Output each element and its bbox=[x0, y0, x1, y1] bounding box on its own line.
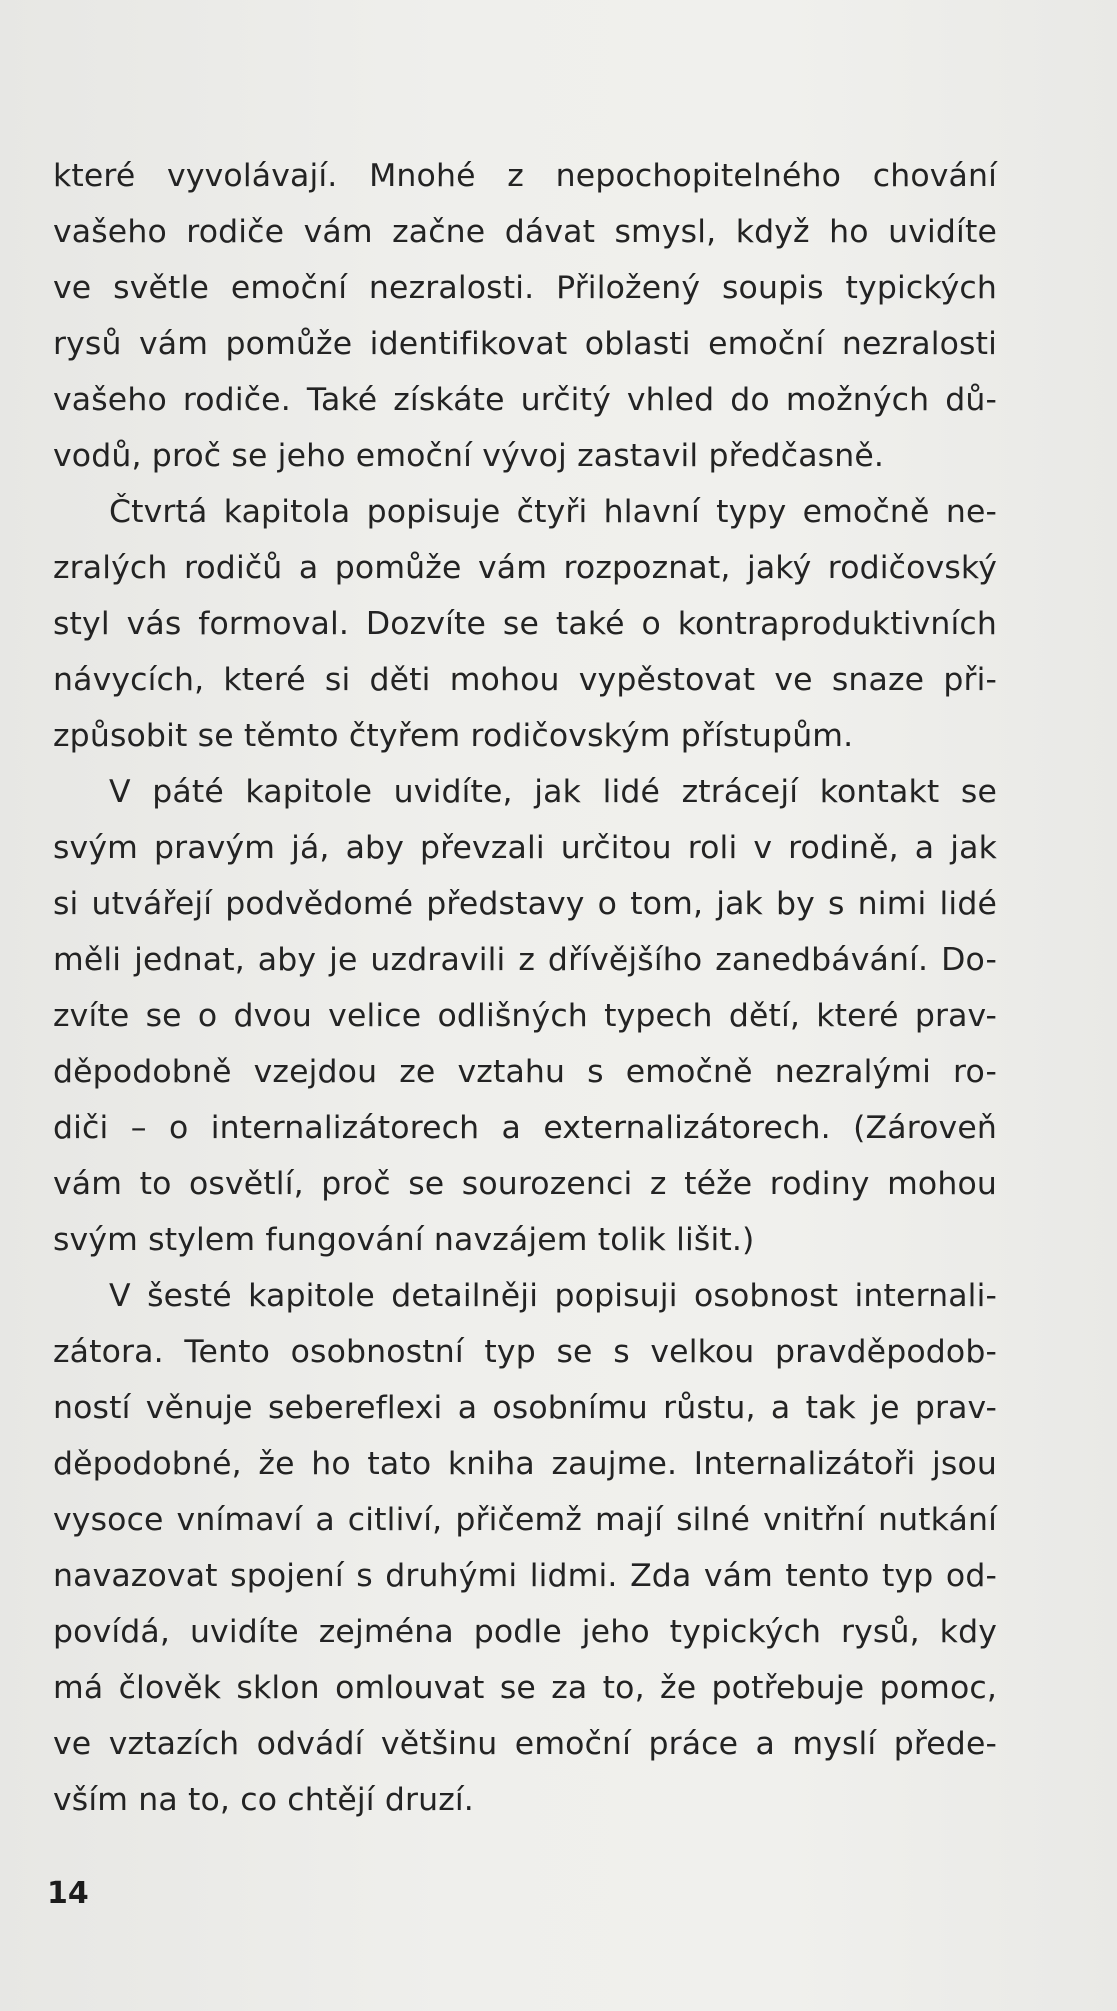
text-line: měli jednat, aby je uzdravili z dřívějšího zanedbávání. Do- bbox=[53, 942, 997, 978]
text-line: svým pravým já, aby převzali určitou roli v rodině, a jak bbox=[53, 830, 997, 866]
text-line: si utvářejí podvědomé představy o tom, jak by s nimi lidé bbox=[53, 886, 997, 922]
text-line: styl vás formoval. Dozvíte se také o kontraproduktivních bbox=[53, 606, 997, 642]
text-line: Čtvrtá kapitola popisuje čtyři hlavní typy emočně ne- bbox=[109, 494, 997, 530]
text-line: má člověk sklon omlouvat se za to, že potřebuje pomoc, bbox=[53, 1670, 997, 1706]
text-line: zralých rodičů a pomůže vám rozpoznat, jaký rodičovský bbox=[53, 550, 997, 586]
text-line: vodů, proč se jeho emoční vývoj zastavil předčasně. bbox=[53, 438, 885, 474]
text-line: vašeho rodiče vám začne dávat smysl, když ho uvidíte bbox=[53, 214, 997, 250]
text-line: návycích, které si děti mohou vypěstovat ve snaze při- bbox=[53, 662, 997, 698]
text-line: zátora. Tento osobnostní typ se s velkou pravděpodob- bbox=[53, 1334, 997, 1370]
text-line: povídá, uvidíte zejména podle jeho typických rysů, kdy bbox=[53, 1614, 997, 1650]
text-line: které vyvolávají. Mnohé z nepochopitelného chování bbox=[53, 158, 997, 194]
text-line: způsobit se těmto čtyřem rodičovským přístupům. bbox=[53, 718, 854, 754]
text-line: ve světle emoční nezralosti. Přiložený soupis typických bbox=[53, 270, 997, 306]
text-line: diči – o internalizátorech a externalizátorech. (Zároveň bbox=[53, 1110, 997, 1146]
text-line: vším na to, co chtějí druzí. bbox=[53, 1782, 474, 1818]
text-line: V páté kapitole uvidíte, jak lidé ztrácejí kontakt se bbox=[109, 774, 997, 810]
text-line: svým stylem fungování navzájem tolik lišit.) bbox=[53, 1222, 755, 1258]
text-line: zvíte se o dvou velice odlišných typech dětí, které prav- bbox=[53, 998, 997, 1034]
body-text bbox=[53, 148, 997, 1828]
page-number: 14 bbox=[47, 1876, 89, 1911]
text-line: vysoce vnímaví a citliví, přičemž mají silné vnitřní nutkání bbox=[53, 1502, 997, 1538]
text-line: ve vztazích odvádí většinu emoční práce a myslí přede- bbox=[53, 1726, 997, 1762]
text-line: ností věnuje sebereflexi a osobnímu růstu, a tak je prav- bbox=[53, 1390, 997, 1426]
text-line: rysů vám pomůže identifikovat oblasti emoční nezralosti bbox=[53, 326, 997, 362]
text-line: navazovat spojení s druhými lidmi. Zda vám tento typ od- bbox=[53, 1558, 997, 1594]
text-line: děpodobně vzejdou ze vztahu s emočně nezralými ro- bbox=[53, 1054, 997, 1090]
text-line: děpodobné, že ho tato kniha zaujme. Internalizátoři jsou bbox=[53, 1446, 997, 1482]
text-line: vám to osvětlí, proč se sourozenci z téže rodiny mohou bbox=[53, 1166, 997, 1202]
text-line: vašeho rodiče. Také získáte určitý vhled do možných dů- bbox=[53, 382, 997, 418]
text-line: V šesté kapitole detailněji popisuji osobnost internali- bbox=[109, 1278, 997, 1314]
